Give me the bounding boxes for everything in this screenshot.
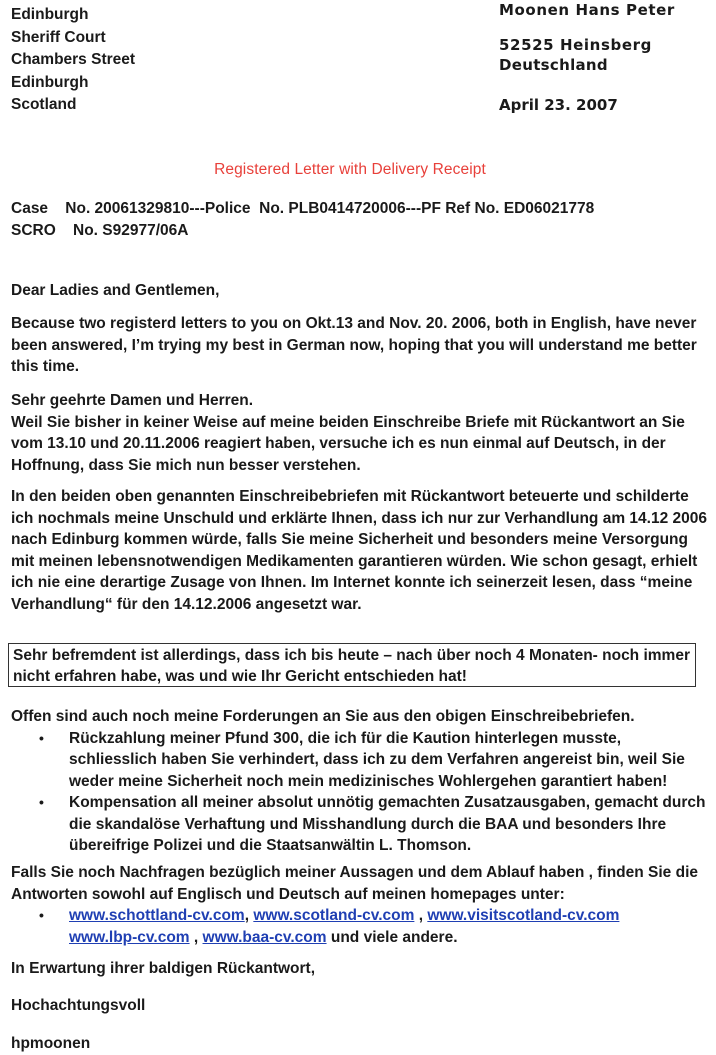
link-scotland-cv[interactable]: www.scotland-cv.com [253, 907, 415, 924]
bullet-icon: • [39, 729, 44, 746]
demands-intro: Offen sind auch noch meine Forderungen an Sie aus den obigen Einschreibebriefen. [11, 708, 635, 725]
highlighted-notice-box [8, 643, 696, 687]
link-separator: , [193, 928, 199, 946]
sender-address [499, 0, 675, 75]
german-intro-text: Weil Sie bisher in keiner Weise auf meine beiden Einschreibe Briefe mit Rückantwort an Sie vom 13.10 und 20.11.2006 reagiert haben, versuche ich es nun einmal auf Deutsch, in der Hoffnung, dass Sie mich nun besser verstehen. [11, 413, 685, 474]
recipient-address [11, 4, 135, 117]
link-separator: , [244, 907, 250, 924]
homepages-intro: Falls Sie noch Nachfragen bezüglich meiner Aussagen und dem Ablauf haben , finden Sie die Antworten sowohl auf Englisch und Deutsch auf meinen homepages unter: [11, 864, 699, 903]
recipient-line: Edinburgh [11, 6, 89, 23]
sender-city: 52525 Heinsberg [499, 36, 652, 54]
letter-date: April 23. 2007 [499, 96, 618, 114]
recipient-line: Sheriff Court [11, 28, 106, 46]
sender-country: Deutschland [499, 56, 608, 74]
highlighted-notice-text: Sehr befremdent ist allerdings, dass ich bis heute – nach über noch 4 Monaten- noch immer nicht erfahren habe, was und wie Ihr Gericht entschieden hat! [13, 647, 690, 685]
scro-reference-line: SCRO No. S92977/06A [11, 222, 189, 239]
link-baa-cv[interactable]: www.baa-cv.com [202, 928, 327, 946]
letter-subject: Registered Letter with Delivery Receipt [214, 161, 486, 178]
link-visitscotland-cv[interactable]: www.visitscotland-cv.com [427, 907, 620, 924]
recipient-line: Chambers Street [11, 51, 136, 68]
sender-spacer [499, 20, 675, 35]
signature: hpmoonen [11, 1035, 91, 1052]
link-schottland-cv[interactable]: www.schottland-cv.com [69, 907, 245, 924]
recipient-line: Scotland [11, 96, 77, 113]
list-item [11, 905, 711, 948]
german-salutation: Sehr geehrte Damen und Herren. [11, 392, 254, 409]
homepages-section [11, 862, 711, 948]
demands-list [11, 728, 711, 857]
paragraph-english: Because two registerd letters to you on Okt.13 and Nov. 20. 2006, both in English, have never been answered, I’m trying my best in German now, hoping that you will understand me better this time. [11, 315, 697, 375]
list-item [11, 728, 711, 793]
sender-name: Moonen Hans Peter [499, 1, 675, 19]
link-separator: , [418, 907, 424, 924]
greeting: Dear Ladies and Gentlemen, [11, 282, 220, 299]
bullet-icon: • [39, 907, 44, 923]
list-item [11, 792, 711, 857]
closing-regards: Hochachtungsvoll [11, 997, 146, 1014]
homepages-list [11, 905, 711, 948]
demands-section [11, 706, 711, 857]
bullet-icon: • [39, 794, 44, 810]
link-lbp-cv[interactable]: www.lbp-cv.com [69, 928, 190, 946]
recipient-line: Edinburgh [11, 73, 89, 91]
case-reference-line: Case No. 20061329810---Police No. PLB0414720006---PF Ref No. ED06021778 [11, 200, 595, 217]
demand-text: Kompensation all meiner absolut unnötig gemachten Zusatzausgaben, gemacht durch die skandalöse Verhaftung und Misshandlung durch die BAA und besonders Ihre übereifrige Polizei und die Staatsanwältin L. Thomson. [69, 794, 706, 854]
case-reference [11, 198, 594, 242]
paragraph-german-intro [11, 390, 711, 476]
demand-text: Rückzahlung meiner Pfund 300, die ich für die Kaution hinterlegen musste, schliesslich haben Sie verhindert, dass ich zu dem Verfahren angereist bin, weil Sie weder meine Sicherheit noch mein medizinisches Wohlergehen garantiert haben! [69, 729, 685, 790]
homepages-suffix: und viele andere. [330, 928, 458, 946]
paragraph-background: In den beiden oben genannten Einschreibebriefen mit Rückantwort beteuerte und schilderte ich nochmals meine Unschuld und erklärte Ihnen, dass ich nur zur Verhandlung am 14.12 2006 nach Edinburg kommen würde, falls Sie meine Sicherheit und besonders meine Versorgung mit meinen lebensnotwendigen Medikamenten garantieren würden. Wie schon gesagt, erhielt ich nie eine derartige Zusage von Ihnen. Im Internet konnte ich seinerzeit lesen, dass “meine Verhandlung“ für den 14.12.2006 angesetzt war. [11, 488, 707, 613]
closing-line: In Erwartung ihrer baldigen Rückantwort, [11, 960, 316, 977]
